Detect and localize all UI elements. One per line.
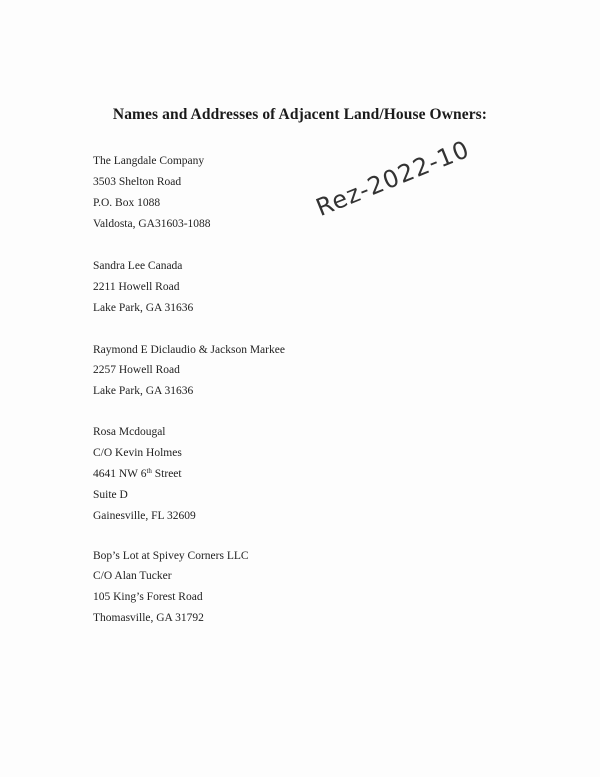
owner-name: Raymond E Diclaudio & Jackson Markee — [93, 344, 285, 356]
document-title: Names and Addresses of Adjacent Land/House Owners: — [112, 106, 488, 123]
owners-list — [93, 0, 493, 777]
owner-address-line: 2257 Howell Road — [93, 364, 180, 376]
owner-address-line: 3503 Shelton Road — [93, 176, 182, 188]
owner-city-state-zip: Valdosta, GA31603-1088 — [93, 218, 211, 230]
owner-address-line: P.O. Box 1088 — [93, 197, 161, 209]
owner-name: Rosa Mcdougal — [93, 426, 166, 438]
owner-name: The Langdale Company — [93, 155, 205, 167]
owner-city-state-zip: Thomasville, GA 31792 — [93, 612, 204, 624]
owner-address-line — [93, 467, 182, 481]
street-name: Street — [151, 468, 182, 480]
owner-city-state-zip: Lake Park, GA 31636 — [93, 385, 194, 397]
owner-city-state-zip: Lake Park, GA 31636 — [93, 302, 194, 314]
owner-address-line: 105 King’s Forest Road — [93, 591, 203, 603]
owner-name: Bop’s Lot at Spivey Corners LLC — [93, 550, 249, 562]
handwritten-reference-note: Rez-2022-10 — [312, 134, 474, 222]
ordinal-suffix: th — [146, 467, 152, 475]
owner-address-line: Suite D — [93, 489, 128, 501]
owner-address-line: 2211 Howell Road — [93, 281, 180, 293]
street-number: 4641 NW 6 — [93, 468, 147, 480]
owner-city-state-zip: Gainesville, FL 32609 — [93, 510, 196, 522]
owner-care-of: C/O Kevin Holmes — [93, 447, 182, 459]
owner-name: Sandra Lee Canada — [93, 260, 183, 272]
owner-care-of: C/O Alan Tucker — [93, 570, 172, 582]
